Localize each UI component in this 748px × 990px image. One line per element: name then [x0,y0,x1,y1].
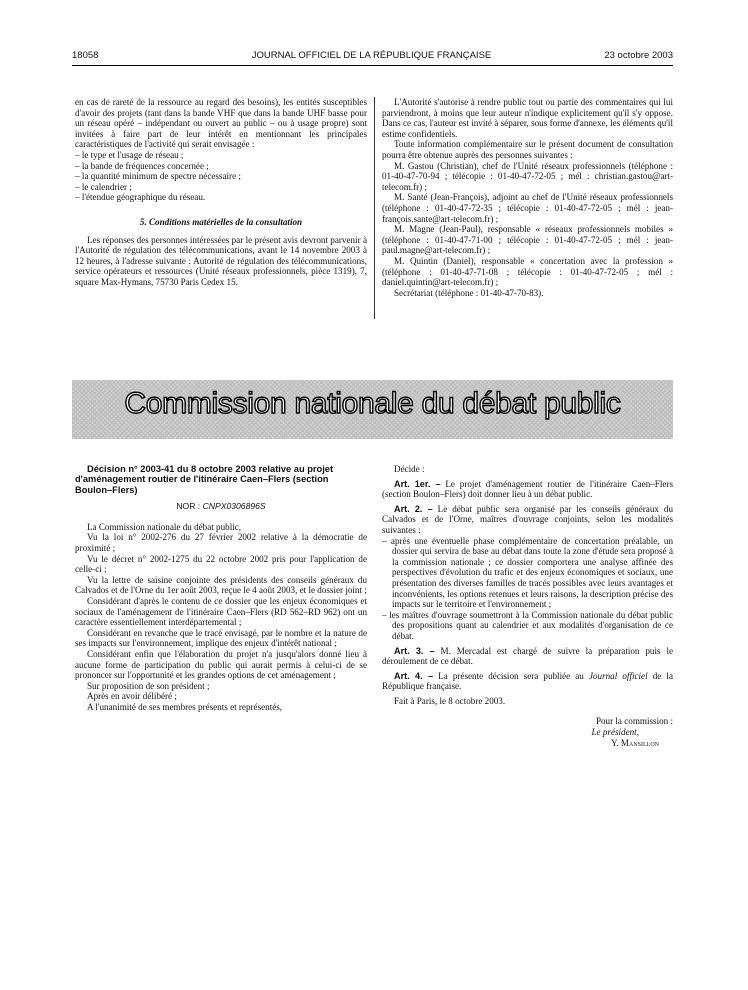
article-4 [382,671,673,692]
signature-for: Pour la commission : [595,716,673,727]
paragraph: Toute information complémentaire sur le présent document de consultation pourra être obtenue auprès des personnes suivantes : [382,139,673,160]
article-label: Art. 1er. – [394,478,441,489]
list-item: – le calendrier ; [75,181,132,192]
issue-date: 23 octobre 2003 [604,50,673,61]
decision-left-column [75,464,367,713]
nor-reference [75,501,367,512]
section-heading: 5. Conditions matérielles de la consultation [139,216,303,227]
article-text: Le projet d'aménagement routier de l'itinéraire Caen–Flers (section Boulon–Flers) doit donner lieu à un débat public. [382,478,673,500]
article-label: Art. 2. – [394,503,433,514]
list-item: – la bande de fréquences concernée ; [75,160,209,171]
list-item: – le type et l'usage de réseau ; [75,149,184,160]
paragraph: M. Santé (Jean-François), adjoint au chef de l'Unité réseaux professionnels (téléphone : 01-40-47-72-35 ; télécopie : 01-40-47-72-05 ; mél : jean-françois.sante@art-telecom.fr) ; [382,192,673,224]
decision-right-column [382,464,673,749]
journal-reference: Journal officiel [588,670,648,681]
list-item: – après une éventuelle phase complémentaire de concertation préalable, un dossier qui servira de base au débat dans toute la zone d'étude sera proposé à la commission nationale ; ce dossier comportera une analyse affinée des perspectives d'évolution du trafic et des enjeux économiques et sociaux, une présentation des diverses familles de tracés possibles avec leurs avantages et inconvénients, les options retenues et leurs raisons, la description précise des impacts sur le territoire et l'environnement ; [382,535,673,610]
considerant: Considérant enfin que l'élaboration du projet n'a jusqu'alors donné lieu à aucune forme de participation du public qui aurait permis à celui-ci de se prononcer sur l'opportunité et les grandes options de cet aménagement ; [75,648,367,681]
nor-code: CNPX0306896S [202,501,266,512]
paragraph: en cas de rareté de la ressource au regard des besoins), les entités susceptibles d'avoir des projets (tant dans la bande VHF que dans la bande UHF basse pour un réseau opéré – indépendant ou ouvert au public – ou à usage propre) sont invitées à faire part de leur intérêt en mentionnant les principales caractéristiques de l'activité qui serait envisagée : [75,97,367,150]
considerant: La Commission nationale du débat public, [87,521,242,532]
considerant: Vu la lettre de saisine conjointe des présidents des conseils généraux du Calvados et de l'Orne du 1er août 2003, reçue le 4 août 2003, et le dossier joint ; [75,574,367,596]
considerant: Vu la loi n° 2002-276 du 27 février 2002 relative à la démocratie de proximité ; [75,532,367,553]
page-header [70,50,673,64]
article-label: Art. 3. – [394,645,435,656]
decision-title: Décision n° 2003-41 du 8 octobre 2003 relative au projet d'aménagement routier de l'itinéraire Caen–Flers (section Boulon–Flers) [75,464,334,495]
page-number: 18058 [72,50,99,61]
nor-label: NOR : [176,501,203,512]
article-text: de la République française. [382,670,673,692]
article-1 [382,479,673,500]
considerant: Après en avoir délibéré ; [87,691,177,702]
header-rule [72,65,673,66]
paragraph: M. Quintin (Daniel), responsable « concertation avec la profession » (téléphone : 01-40-47-71-08 ; télécopie : 01-40-47-72-05 ; mél : daniel.quintin@art-telecom.fr) ; [382,255,673,288]
considerant: Considérant en revanche que le tracé envisagé, par le nombre et la nature de ses impacts sur l'environnement, implique des enjeux d'intérêt national ; [75,627,367,649]
decide-heading: Décide : [394,464,425,474]
signature-name: Y. Mansillon [610,738,659,749]
list-item: – les maîtres d'ouvrage soumettront à la Commission nationale du débat public des propositions quant au calendrier et aux modalités d'organisation de ce débat. [382,609,673,641]
paragraph: L'Autorité s'autorise à rendre public tout ou partie des commentaires qui lui parviendront, à moins que leur auteur n'indique explicitement qu'il s'y oppose. Dans ce cas, l'auteur est invité à séparer, sous forme d'annexe, les éléments qu'il estime confidentiels. [382,97,673,139]
list-item: – l'étendue géographique du réseau. [75,192,206,203]
section-banner [72,380,673,439]
paragraph: Secrétariat (téléphone : 01-40-47-70-83). [394,287,544,298]
journal-title: JOURNAL OFFICIEL DE LA RÉPUBLIQUE FRANÇAISE [251,50,492,61]
considerant: A l'unanimité de ses membres présents et représentés, [87,701,283,712]
banner-title: Commission nationale du débat public [124,387,621,420]
paragraph: Les réponses des personnes intéressées par le présent avis devront parvenir à l'Autorité de régulation des télécommunications, avant le 14 novembre 2003 à 12 heures, à l'adresse suivante : Autorité de régulation des télécommunications, service opérateurs et ressources (Unité réseaux professionnels, pièce 1319), 7, square Max-Hymans, 75730 Paris Cedex 15. [75,234,367,287]
article-text: La présente décision sera publiée au [433,670,589,681]
list-item: – la quantité minimum de spectre nécessaire ; [75,171,241,182]
place-date: Fait à Paris, le 8 octobre 2003. [394,695,506,706]
column-divider [374,97,375,319]
paragraph: M. Magne (Jean-Paul), responsable « réseaux professionnels mobiles » (téléphone : 01-40-47-71-00 ; télécopie : 01-40-47-72-05 ; mél : jean-paul.magne@art-telecom.fr) ; [382,224,673,256]
article-text: M. Mercadal est chargé de suivre la préparation puis le déroulement de ce débat. [382,645,674,667]
considerant: Sur proposition de son président ; [87,680,210,691]
article-2 [382,504,673,536]
article-label: Art. 4. – [394,670,434,681]
left-column-top [75,97,367,288]
signature-role: Le président, [591,727,639,738]
considerant: Vu le décret n° 2002-1275 du 22 octobre 2002 pris pour l'application de celle-ci ; [75,553,367,575]
article-3 [382,646,673,667]
article-text: Le débat public sera organisé par les conseils généraux du Calvados et de l'Orne, maîtres d'ouvrage conjoints, selon les modalités suivantes : [382,503,673,535]
considerant: Considérant d'après le contenu de ce dossier que les enjeux économiques et sociaux de l'aménagement de l'itinéraire Caen–Flers (RD 562–RD 962) ont un caractère essentiellement interdépartemental ; [75,595,367,628]
right-column-top [382,97,673,298]
paragraph: M. Gastou (Christian), chef de l'Unité réseaux professionnels (téléphone : 01-40-47-70-94 ; télécopie : 01-40-47-72-05 ; mél : christian.gastou@art-telecom.fr) ; [382,160,673,192]
signature-block [382,716,673,749]
